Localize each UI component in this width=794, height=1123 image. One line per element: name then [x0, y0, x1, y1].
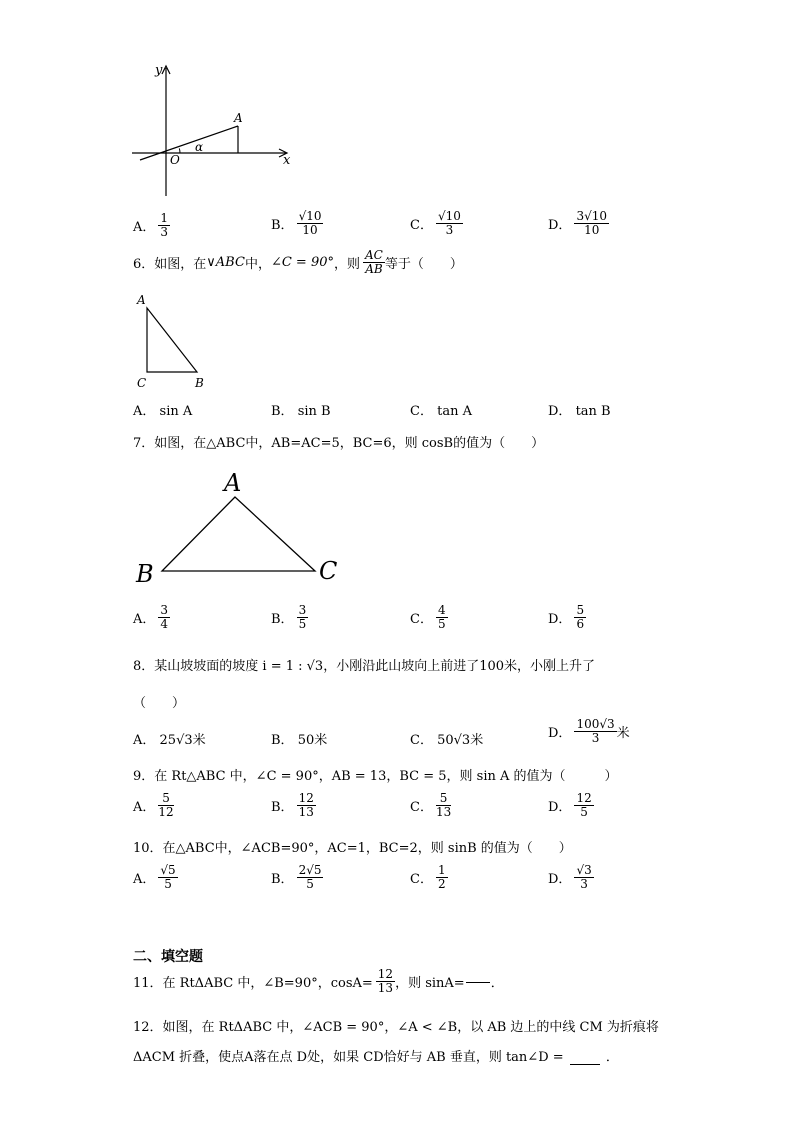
option-text: sin B [297, 404, 331, 419]
numerator: 3√10 [576, 209, 607, 223]
numerator: 100√3 [576, 717, 615, 731]
q6-fraction [363, 249, 385, 277]
q8-stem-line1: 8．某山坡坡面的坡度 i = 1 : √3，小刚沿此山坡向上前进了100米，小刚上升了 [133, 659, 596, 674]
ray-oa [140, 126, 238, 160]
x-label: x [283, 153, 291, 168]
vertex-a-label: A [137, 293, 146, 307]
q6-stem [133, 249, 463, 277]
option-letter: C． [410, 612, 433, 628]
denominator: 10 [584, 223, 600, 238]
fraction [436, 210, 463, 238]
option-letter: C． [410, 800, 433, 816]
option-text: 50米 [297, 733, 328, 748]
alpha-label: α [195, 140, 204, 154]
denominator: 10 [302, 223, 318, 238]
option-letter: A． [133, 733, 156, 748]
option-letter: B． [271, 733, 294, 748]
option-letter: D． [548, 726, 572, 742]
numerator: 3 [298, 603, 307, 617]
option-letter: D． [548, 404, 572, 419]
option-letter: A． [133, 800, 156, 816]
q9-option-d[interactable] [548, 792, 594, 820]
q7-triangle-figure [130, 465, 345, 590]
option-letter: A． [133, 220, 156, 236]
option-text: tan A [437, 404, 472, 419]
answer-blank[interactable] [570, 1063, 600, 1065]
q12-line2-text: ΔACM 折叠，使点A落在点 D处，如果 CD恰好与 AB 垂直，则 tan∠D = [133, 1050, 564, 1065]
q6-option-b[interactable] [271, 400, 331, 419]
q6-triangle: ∨ABC [206, 255, 245, 271]
q5-option-a[interactable] [133, 212, 170, 240]
option-text: 50√3米 [437, 733, 484, 748]
numerator: 4 [437, 603, 446, 617]
option-text: 25√3米 [159, 733, 206, 748]
answer-blank[interactable] [466, 981, 490, 983]
numerator: AC [365, 248, 383, 262]
fraction [297, 210, 324, 238]
q9-option-a[interactable] [133, 792, 174, 820]
unit: 米 [616, 726, 630, 742]
fraction [574, 210, 609, 238]
q8-option-a[interactable] [133, 729, 206, 748]
fraction [376, 968, 395, 996]
origin-label: O [170, 153, 180, 167]
option-letter: B． [271, 800, 294, 816]
numerator: √10 [298, 209, 322, 223]
q12-stem-line2 [133, 1046, 619, 1065]
denominator: 3 [591, 731, 600, 746]
denominator: 5 [298, 617, 307, 632]
q6-option-c[interactable] [410, 400, 472, 419]
fraction [436, 792, 451, 820]
vertex-c-label: C [319, 557, 338, 585]
fraction [158, 604, 170, 632]
option-letter: D． [548, 612, 572, 628]
q6-prefix: 6．如图，在 [133, 257, 207, 273]
denominator: 6 [576, 617, 585, 632]
q8-stem-line2: （ ） [133, 696, 186, 711]
denominator: AB [365, 262, 383, 277]
q8-option-c[interactable] [410, 729, 483, 748]
numerator: 1 [437, 863, 446, 877]
fraction [297, 604, 309, 632]
fraction [158, 864, 177, 892]
numerator: √10 [437, 209, 461, 223]
q11-prefix: 11．在 RtΔABC 中，∠B=90°，cosA= [133, 976, 373, 992]
denominator: 13 [435, 805, 452, 820]
option-letter: D． [548, 872, 572, 888]
q7-option-a[interactable] [133, 604, 170, 632]
denominator: 3 [580, 877, 588, 892]
q8-option-b[interactable] [271, 729, 327, 748]
q10-option-a[interactable] [133, 864, 178, 892]
option-letter: B． [271, 872, 294, 888]
q11-stem [133, 968, 504, 996]
numerator: 2√5 [298, 863, 322, 877]
denominator: 3 [160, 225, 169, 240]
fraction [158, 212, 170, 240]
q9-stem: 9．在 Rt△ABC 中，∠C = 90°，AB = 13，BC = 5，则 sin A 的值为（ ） [133, 769, 618, 784]
fraction [158, 792, 173, 820]
vertex-b-label: B [136, 560, 154, 588]
q6-suffix: 等于（ ） [384, 257, 463, 273]
option-letter: C． [410, 733, 433, 748]
option-letter: C． [410, 404, 433, 419]
q7-stem: 7．如图，在△ABC中，AB=AC=5，BC=6，则 cosB的值为（ ） [133, 436, 545, 451]
right-triangle [147, 308, 197, 372]
option-letter: A． [133, 872, 156, 888]
q7-option-d[interactable] [548, 604, 586, 632]
fraction [297, 792, 316, 820]
q12-stem-line1: 12．如图，在 RtΔABC 中，∠ACB = 90°，∠A < ∠B，以 AB 边上的中线 CM 为折痕将 [133, 1020, 659, 1035]
vertex-c-label: C [137, 376, 147, 390]
option-letter: B． [271, 218, 294, 234]
vertex-b-label: B [195, 376, 204, 390]
isosceles-triangle [162, 497, 315, 571]
option-letter: C． [410, 218, 433, 234]
q7-option-b[interactable] [271, 604, 308, 632]
q6-triangle-figure [132, 290, 212, 390]
numerator: 3 [160, 603, 169, 617]
q5-coordinate-figure [128, 60, 298, 200]
option-letter: A． [133, 404, 156, 419]
vertex-a-label: A [224, 469, 242, 497]
y-label: y [155, 63, 163, 78]
numerator: √3 [576, 863, 592, 877]
q7-option-c[interactable] [410, 604, 448, 632]
denominator: 5 [306, 877, 314, 892]
option-letter: B． [271, 612, 294, 628]
option-text: tan B [575, 404, 611, 419]
section-title: 二、填空题 [133, 949, 203, 965]
q10-option-b[interactable] [271, 864, 323, 892]
q5-option-b[interactable] [271, 210, 323, 238]
denominator: 4 [160, 617, 169, 632]
q10-option-d[interactable] [548, 864, 594, 892]
denominator: 13 [377, 981, 394, 996]
q9-option-b[interactable] [271, 792, 316, 820]
option-letter: C． [410, 872, 433, 888]
q5-option-c[interactable] [410, 210, 463, 238]
option-letter: D． [548, 218, 572, 234]
q5-option-d[interactable] [548, 210, 609, 238]
fraction [574, 718, 616, 746]
numerator: 1 [160, 211, 169, 225]
denominator: 5 [437, 617, 446, 632]
q6-then: ，则 [334, 257, 361, 273]
q6-option-a[interactable] [133, 400, 192, 419]
denominator: 13 [298, 805, 314, 820]
fraction [574, 864, 593, 892]
numerator: 5 [576, 603, 585, 617]
fraction [574, 792, 593, 820]
q6-mid: 中， [244, 257, 271, 273]
numerator: 12 [377, 967, 394, 981]
q10-option-c[interactable] [410, 864, 448, 892]
option-letter: D． [548, 800, 572, 816]
q6-angle: ∠C = 90° [270, 255, 334, 271]
q8-option-d[interactable] [548, 718, 630, 746]
option-letter: B． [271, 404, 294, 419]
q11-suffix: ，则 sinA= [395, 976, 465, 992]
denominator: 5 [164, 877, 172, 892]
numerator: 12 [576, 791, 592, 805]
fraction [574, 604, 586, 632]
q11-end: ． [490, 976, 504, 992]
numerator: 12 [298, 791, 314, 805]
numerator: 5 [439, 791, 448, 805]
denominator: 2 [437, 877, 446, 892]
numerator: √5 [160, 863, 176, 877]
option-letter: A． [133, 612, 156, 628]
option-text: sin A [159, 404, 193, 419]
q10-stem: 10．在△ABC中，∠ACB=90°，AC=1，BC=2，则 sinB 的值为（ ） [133, 841, 572, 856]
q12-end: ． [605, 1050, 619, 1065]
numerator: 5 [162, 791, 170, 805]
denominator: 5 [580, 805, 588, 820]
q9-option-c[interactable] [410, 792, 451, 820]
fraction [436, 864, 448, 892]
point-a-label: A [234, 111, 243, 125]
fraction [297, 864, 324, 892]
fraction [436, 604, 448, 632]
q6-option-d[interactable] [548, 400, 611, 419]
denominator: 12 [158, 805, 174, 820]
denominator: 3 [445, 223, 454, 238]
